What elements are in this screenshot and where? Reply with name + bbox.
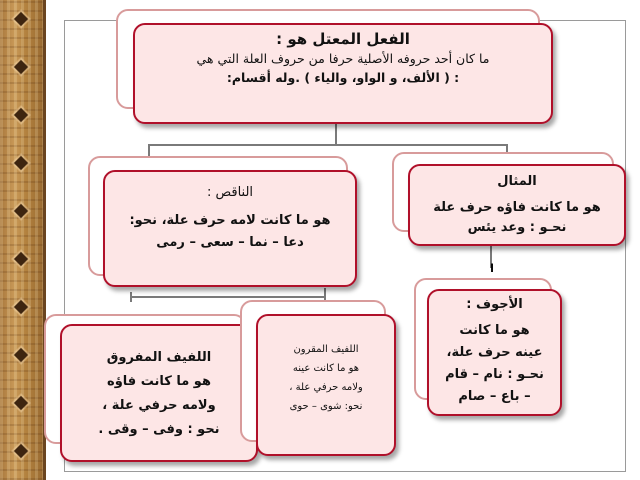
ajwaf-box: [427, 289, 562, 416]
diamond-ornament-icon: [14, 156, 28, 170]
ajwaf-text-line: – باع – صام: [458, 389, 531, 404]
lafif-maqrun-text-line: نحو: شوى – حوى: [289, 401, 363, 412]
mithal-text-line: نحـو : وعد يئس: [467, 220, 567, 235]
ajwaf-text-line: هو ما كانت: [459, 323, 530, 338]
diamond-ornament-icon: [14, 252, 28, 266]
lafif-mafruq-text-line: هو ما كانت فاؤه: [107, 374, 211, 389]
naqis-title: الناقص :: [206, 185, 254, 200]
root-text-line: ما كان أحد حروفه الأصلية حرفا من حروف العلة التي هي: [196, 51, 490, 66]
lafif-maqrun-text-line: هو ما كانت عينه: [292, 363, 360, 374]
diamond-ornament-icon: [14, 396, 28, 410]
diamond-ornament-icon: [14, 12, 28, 26]
diamond-ornament-icon: [14, 204, 28, 218]
mithal-title: المثال: [497, 174, 537, 189]
lafif-mafruq-title: اللفيف المفروق: [106, 350, 212, 365]
lafif-mafruq-text-line: نحو : وفى – وقى .: [98, 422, 220, 437]
connector-mark: ا: [490, 262, 494, 275]
diamond-ornament-icon: [14, 108, 28, 122]
naqis-text-line: دعا – نما – سعى – رمى: [156, 235, 304, 250]
diamond-ornament-icon: [14, 444, 28, 458]
diamond-ornament-icon: [14, 348, 28, 362]
lafif-maqrun-title: اللفيف المقرون: [293, 344, 359, 355]
mithal-box: [408, 164, 626, 246]
connector-line: [130, 296, 326, 298]
naqis-text-line: هو ما كانت لامه حرف علة، نحو:: [129, 213, 331, 228]
connector-line: [148, 144, 508, 146]
diamond-ornament-icon: [14, 60, 28, 74]
lafif-maqrun-box: [256, 314, 396, 456]
lafif-mafruq-box: [60, 324, 258, 462]
ajwaf-title: الأجوف :: [466, 297, 523, 312]
connector-line: [335, 124, 337, 146]
wooden-frame-border: [0, 0, 46, 480]
mithal-text-line: هو ما كانت فاؤه حرف علة: [433, 200, 601, 215]
lafif-maqrun-text-line: ولامه حرفي علة ،: [289, 382, 363, 393]
ajwaf-text-line: نحـو : نام – قام: [445, 367, 544, 382]
root-text-line: : ( الألف، و الواو، والياء ) .وله أقسام:: [226, 70, 460, 85]
diamond-ornament-icon: [14, 300, 28, 314]
lafif-mafruq-text-line: ولامه حرفي علة ،: [102, 398, 216, 413]
root-definition-box: [133, 23, 553, 124]
connector-line: [324, 288, 326, 300]
naqis-box: [103, 170, 357, 287]
ajwaf-text-line: عينه حرف علة،: [446, 345, 543, 360]
root-heading: الفعل المعتل هو :: [276, 30, 410, 48]
